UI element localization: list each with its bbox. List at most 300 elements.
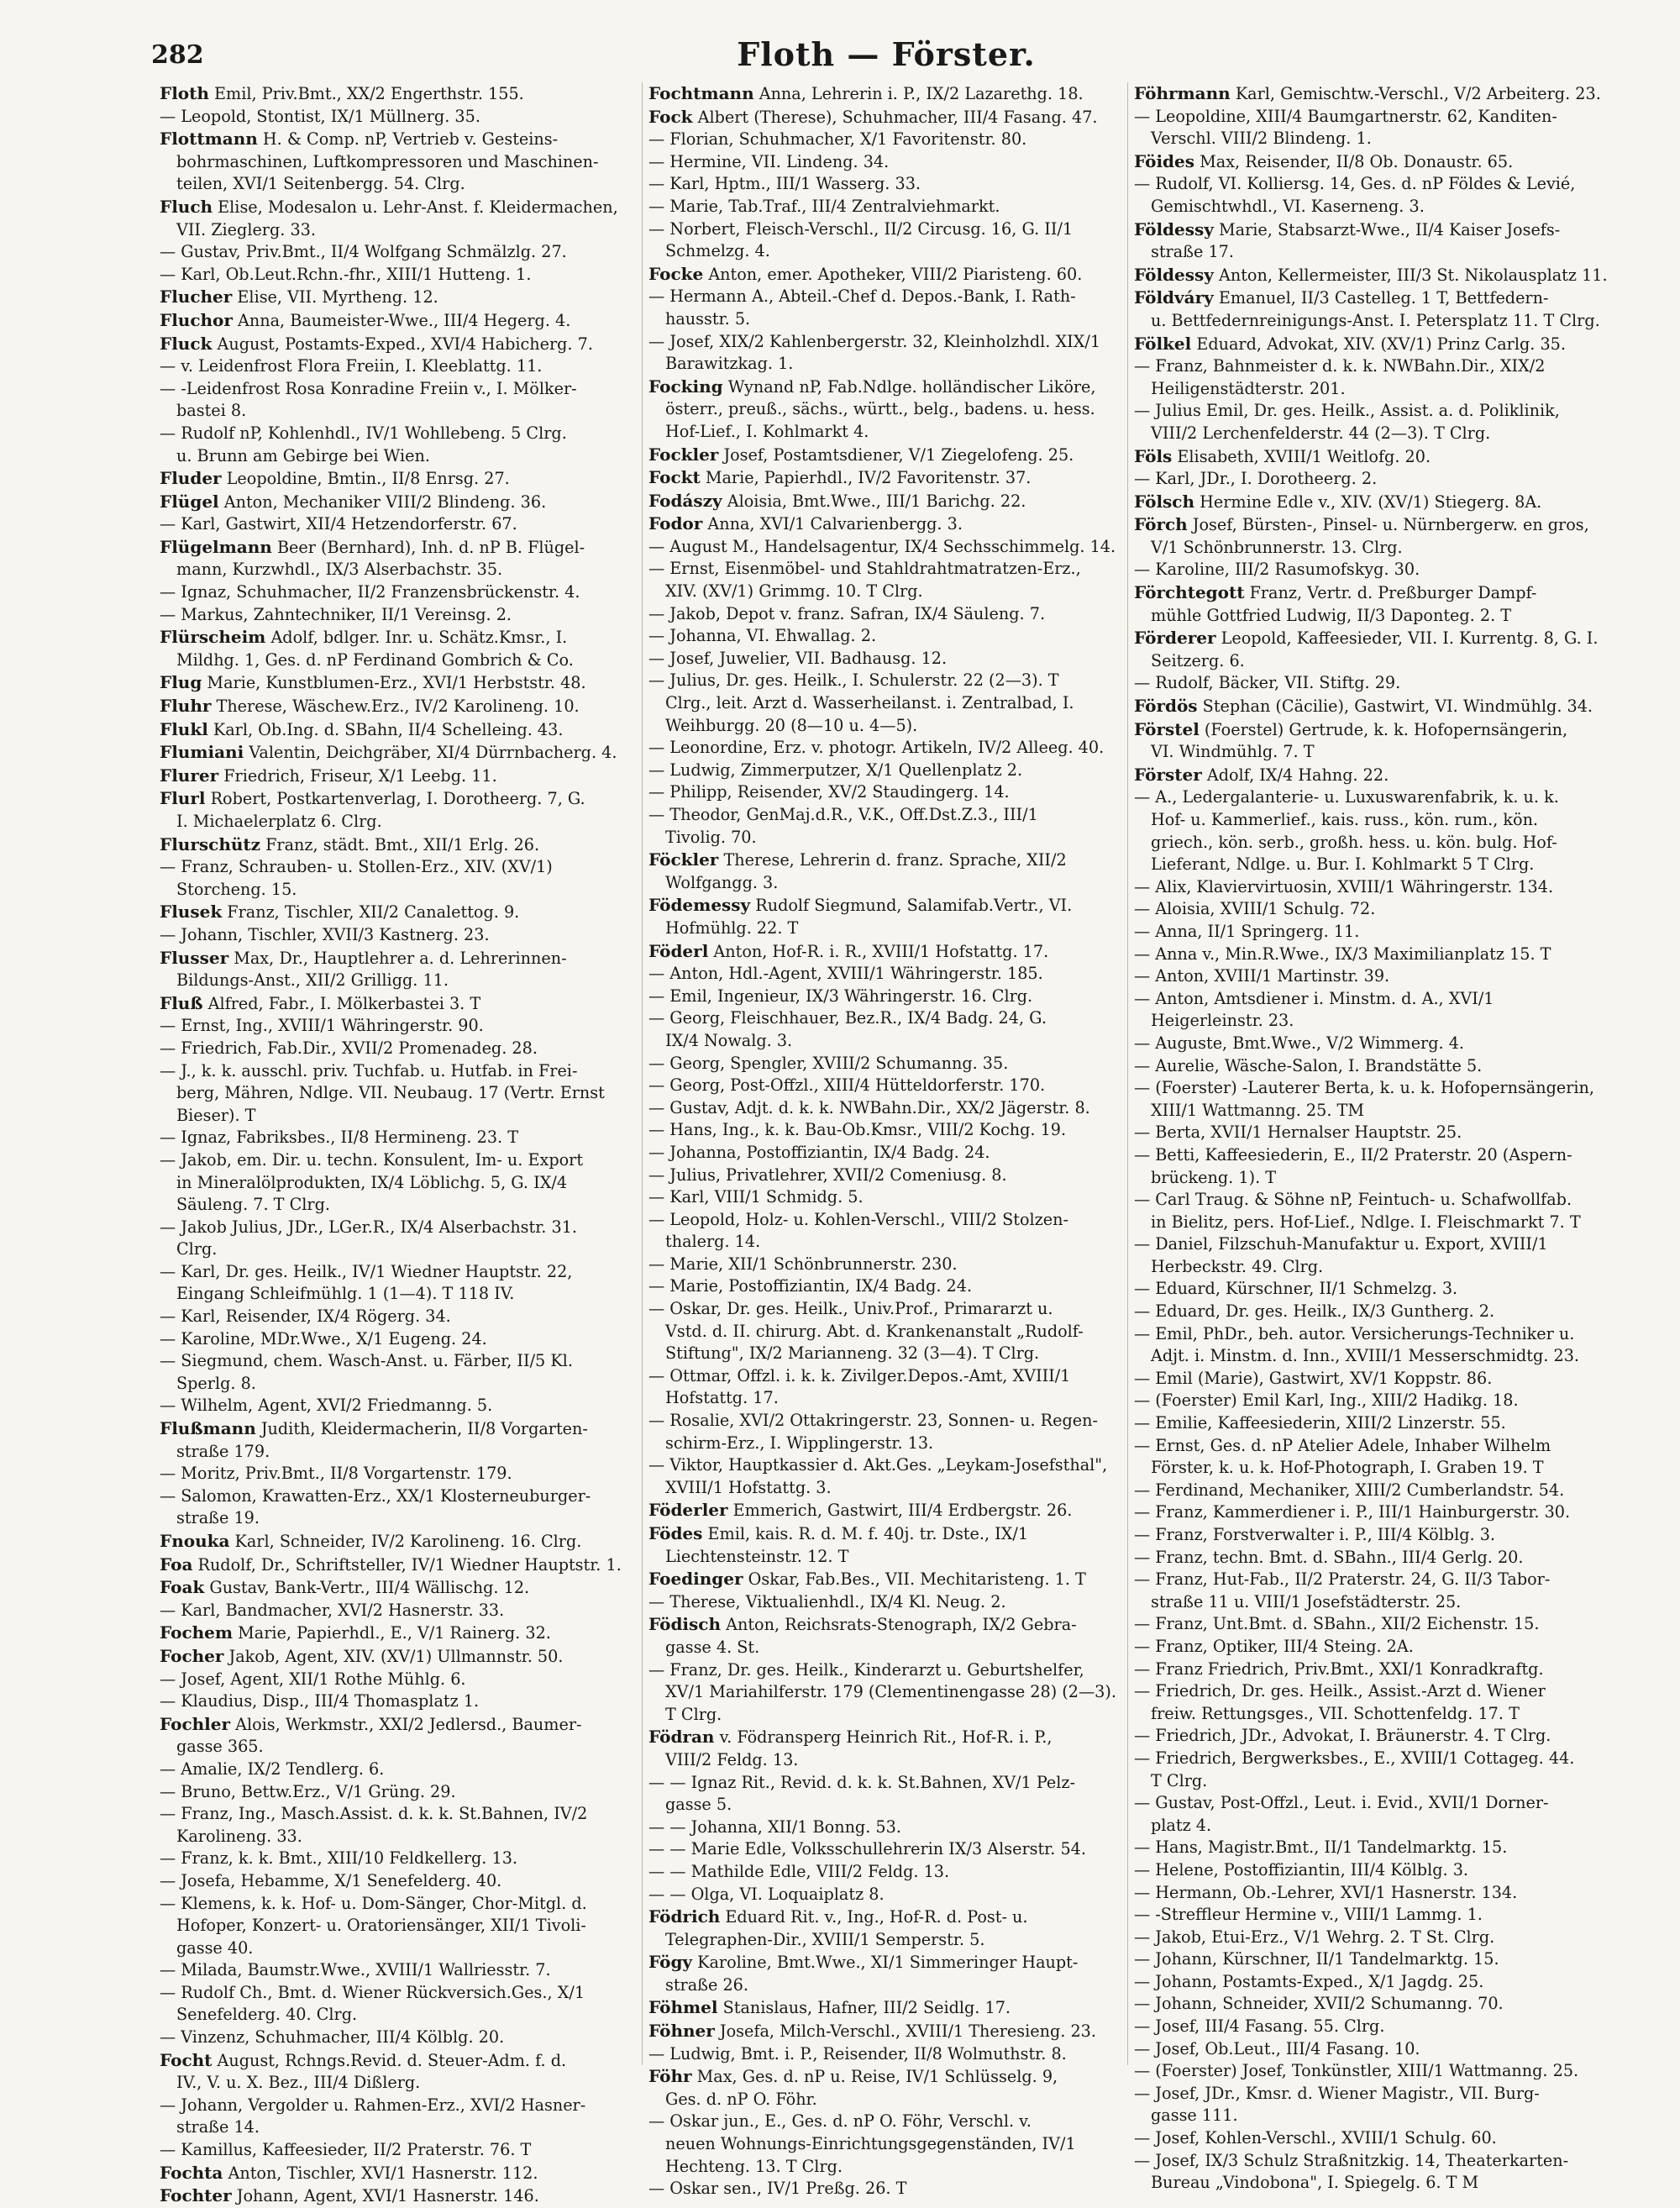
entry-line: — Friedrich, Fab.Dir., XVII/2 Promenadeg. 28. [160, 1038, 538, 1058]
directory-entry [1134, 988, 1630, 1033]
directory-entry [1134, 333, 1630, 356]
entry-line: Föderler Emmerich, Gastwirt, III/4 Erdbergstr. 26. [648, 1500, 1073, 1521]
entry-line: Flurl Robert, Postkartenverlag, I. Dorotheerg. 7, G. [160, 788, 585, 809]
directory-entry [1134, 1547, 1630, 1569]
entry-line: Földessy Anton, Kellermeister, III/3 St. Nikolausplatz 11. [1134, 264, 1608, 285]
directory-entry [160, 947, 655, 992]
entry-continuation-line: V/1 Schönbrunnerstr. 13. Clrg. [1151, 537, 1403, 557]
directory-entry [1134, 1613, 1630, 1636]
entry-line: Flurschütz Franz, städt. Bmt., XII/1 Erlg. 26. [160, 833, 540, 854]
directory-entry [160, 2184, 655, 2208]
directory-entry [160, 1417, 655, 1463]
directory-entry [160, 1645, 655, 1669]
entry-line: — Karl, Reisender, IX/4 Rögerg. 34. [160, 1306, 451, 1327]
entry-line: — August M., Handelsagentur, IX/4 Sechsschimmelg. 14. [648, 536, 1116, 556]
directory-entry [160, 423, 655, 467]
entry-line: — J., k. k. ausschl. priv. Tuchfab. u. Hutfab. in Frei- [160, 1060, 578, 1080]
directory-entry [648, 1772, 1144, 1816]
entry-line: — Friedrich, Dr. ges. Heilk., Assist.-Arzt d. Wiener [1134, 1681, 1546, 1701]
directory-entry [1134, 1390, 1630, 1412]
entry-continuation-line: Hechteng. 13. T Clrg. [665, 2156, 843, 2176]
entry-surname: Foak [160, 1577, 205, 1598]
entry-line: — Josefa, Hebamme, X/1 Senefelderg. 40. [160, 1870, 502, 1890]
directory-column-3 [1134, 82, 1630, 2195]
entry-surname: Flurer [160, 765, 219, 786]
entry-line: — Karoline, MDr.Wwe., X/1 Eugeng. 24. [160, 1328, 487, 1348]
directory-entry [648, 286, 1144, 330]
entry-line: Foak Gustav, Bank-Vertr., III/4 Wällischg. 12. [160, 1577, 530, 1598]
directory-entry [1134, 1993, 1630, 2016]
directory-entry [648, 2043, 1144, 2066]
entry-line: — v. Leidenfrost Flora Freiin, I. Kleeblattg. 11. [160, 356, 543, 376]
directory-entry [160, 833, 655, 857]
directory-entry [160, 513, 655, 536]
entry-surname: Föderler [648, 1500, 728, 1521]
entry-continuation-line: Säuleng. 7. T Clrg. [176, 1195, 330, 1215]
entry-line: Förster Adolf, IX/4 Hahng. 22. [1134, 764, 1389, 785]
entry-line: — Ferdinand, Mechaniker, XIII/2 Cumberlandstr. 54. [1134, 1480, 1565, 1500]
directory-entry [1134, 2127, 1630, 2150]
directory-entry [160, 1127, 655, 1149]
entry-line: Förchtegott Franz, Vertr. d. Preßburger Dampf- [1134, 582, 1537, 603]
entry-line: — Aurelie, Wäsche-Salon, I. Brandstätte 5. [1134, 1055, 1483, 1075]
entry-continuation-line: Vstd. d. II. chirurg. Abt. d. Krankenanstalt „Rudolf- [665, 1321, 1084, 1341]
directory-entry [160, 1261, 655, 1306]
directory-entry [648, 263, 1144, 287]
directory-entry [648, 1726, 1144, 1771]
entry-line: — Josef, Ob.Leut., III/4 Fasang. 10. [1134, 2038, 1420, 2058]
entry-line: — Philipp, Reisender, XV/2 Staudingerg. 14. [648, 782, 1010, 802]
directory-entry [1134, 786, 1630, 875]
entry-line: — — Marie Edle, Volksschullehrerin IX/3 Alserstr. 54. [648, 1839, 1086, 1859]
entry-line: Föhrmann Karl, Gemischtw.-Verschl., V/2 Arbeiterg. 23. [1134, 83, 1601, 103]
directory-entry [1134, 876, 1630, 899]
directory-entry [1134, 106, 1630, 150]
entry-line: Fochem Marie, Papierhdl., E., V/1 Rainerg. 32. [160, 1622, 551, 1643]
directory-entry [1134, 2083, 1630, 2127]
entry-continuation-line: Karolineng. 33. [176, 1826, 302, 1846]
entry-continuation-line: Verschl. VIII/2 Blindeng. 1. [1151, 129, 1372, 149]
directory-entry [648, 129, 1144, 151]
entry-line: — Bruno, Bettw.Erz., V/1 Grüng. 29. [160, 1781, 456, 1801]
directory-entry [648, 648, 1144, 670]
entry-line: — Ludwig, Bmt. i. P., Reisender, II/8 Wolmuthstr. 8. [648, 2043, 1067, 2063]
directory-entry [648, 894, 1144, 939]
directory-entry [160, 1622, 655, 1645]
directory-entry [160, 241, 655, 264]
entry-surname: Födran [648, 1727, 715, 1748]
entry-surname: Födes [648, 1523, 703, 1543]
directory-entry [160, 1149, 655, 1217]
entry-surname: Focht [160, 2049, 213, 2070]
entry-line: Födrich Eduard Rit. v., Ing., Hof-R. d. Post- u. [648, 1906, 1028, 1927]
entry-line: — Rudolf, VI. Kolliersg. 14, Ges. d. nP Földes & Levié, [1134, 174, 1576, 194]
entry-line: — Jakob, Depot v. franz. Safran, IX/4 Säuleng. 7. [648, 603, 1046, 623]
entry-continuation-line: straße 19. [176, 1508, 260, 1528]
entry-line: — Gustav, Adjt. d. k. k. NWBahn.Dir., XX/2 Jägerstr. 8. [648, 1097, 1090, 1117]
entry-line: — Johann, Postamts-Exped., X/1 Jagdg. 25. [1134, 1971, 1484, 1991]
page-number: 282 [151, 40, 204, 70]
entry-continuation-line: in Mineralölprodukten, IX/4 Löblichg. 5, G. IX/4 [176, 1172, 568, 1192]
entry-line: — Aloisia, XVIII/1 Schulg. 72. [1134, 899, 1376, 919]
entry-line: — Hans, Ing., k. k. Bau-Ob.Kmsr., VIII/2 Kochg. 19. [648, 1120, 1067, 1140]
directory-entry [1134, 559, 1630, 581]
entry-surname: Földváry [1134, 287, 1214, 308]
directory-entry [1134, 400, 1630, 444]
directory-entry [1134, 1882, 1630, 1905]
directory-entry [160, 1306, 655, 1328]
entry-surname: Fochler [160, 1713, 231, 1734]
entry-line: — Friedrich, JDr., Advokat, I. Bräunerstr. 4. T Clrg. [1134, 1726, 1551, 1746]
entry-surname: Focke [648, 263, 704, 284]
entry-line: Flottmann H. & Comp. nP, Vertrieb v. Gesteins- [160, 129, 559, 150]
entry-continuation-line: Hofstattg. 17. [665, 1388, 779, 1408]
entry-line: — Jakob, em. Dir. u. techn. Konsulent, Im- u. Export [160, 1149, 584, 1170]
entry-line: Flußmann Judith, Kleidermacherin, II/8 Vorgarten- [160, 1418, 588, 1439]
entry-line: — — Olga, VI. Loquaiplatz 8. [648, 1884, 885, 1904]
entry-line: Fluck August, Postamts-Exped., XVI/4 Habicherg. 7. [160, 333, 593, 354]
entry-continuation-line: straße 11 u. VIII/1 Josefstädterstr. 25. [1151, 1591, 1462, 1611]
directory-entry [160, 856, 655, 901]
entry-surname: Fodászy [648, 490, 722, 511]
directory-entry [648, 1365, 1144, 1410]
entry-continuation-line: Barawitzkag. 1. [665, 354, 794, 374]
entry-continuation-line: gasse 40. [176, 1937, 254, 1958]
directory-entry [160, 1015, 655, 1038]
entry-line: Förderer Leopold, Kaffeesieder, VII. I. Kurrentg. 8, G. I. [1134, 628, 1599, 649]
entry-line: — Marie, XII/1 Schönbrunnerstr. 230. [648, 1254, 958, 1274]
directory-entry [160, 1395, 655, 1417]
entry-line: Föhner Josefa, Milch-Verschl., XVIII/1 Theresieng. 23. [648, 2021, 1096, 2042]
entry-line: — Oskar, Dr. ges. Heilk., Univ.Prof., Primararzt u. [648, 1299, 1053, 1319]
entry-line: — — Mathilde Edle, VIII/2 Feldg. 13. [648, 1861, 950, 1881]
entry-line: Förch Josef, Bürsten-, Pinsel- u. Nürnbergerw. en gros, [1134, 514, 1589, 535]
entry-line: Födisch Anton, Reichsrats-Stenograph, IX/2 Gebra- [648, 1614, 1077, 1635]
entry-surname: Fölsch [1134, 491, 1195, 512]
directory-entry [648, 1142, 1144, 1164]
directory-entry [1134, 1636, 1630, 1659]
entry-line: — (Foerster) -Lauterer Berta, k. u. k. Hofopernsängerin, [1134, 1078, 1595, 1098]
entry-surname: Foedinger [648, 1569, 743, 1590]
entry-surname: Flürscheim [160, 627, 266, 648]
directory-entry [648, 2111, 1144, 2178]
directory-entry [648, 558, 1144, 602]
directory-entry [648, 1254, 1144, 1276]
directory-entry [648, 940, 1144, 964]
entry-surname: Fluder [160, 468, 222, 489]
entry-continuation-line: Mildhg. 1, Ges. d. nP Ferdinand Gombrich & Co. [176, 649, 574, 670]
entry-continuation-line: Eingang Schleifmühlg. 1 (1—4). T 118 IV. [176, 1284, 515, 1304]
directory-entry [1134, 1524, 1630, 1547]
directory-entry [1134, 898, 1630, 921]
entry-line: — Hermann A., Abteil.-Chef d. Depos.-Bank, I. Rath- [648, 287, 1076, 307]
entry-surname: Flucher [160, 287, 233, 308]
entry-line: — Johann, Tischler, XVII/3 Kastnerg. 23. [160, 924, 490, 944]
entry-surname: Föls [1134, 445, 1173, 466]
entry-line: — Oskar sen., IV/1 Preßg. 26. T [648, 2179, 907, 2199]
directory-entry [160, 787, 655, 833]
entry-line: — Franz, Schrauben- u. Stollen-Erz., XIV. (XV/1) [160, 857, 553, 877]
entry-surname: Fodor [648, 513, 703, 534]
entry-surname: Flügelmann [160, 536, 272, 557]
entry-line: — Emilie, Kaffeesiederin, XIII/2 Linzerstr. 55. [1134, 1413, 1506, 1433]
entry-continuation-line: Hofmühlg. 22. T [665, 917, 799, 938]
entry-continuation-line: in Bielitz, pers. Hof-Lief., Ndlge. I. Fleischmarkt 7. T [1151, 1212, 1581, 1232]
directory-entry [1134, 491, 1630, 514]
entry-line: Fluchor Anna, Baumeister-Wwe., III/4 Hegerg. 4. [160, 309, 571, 330]
entry-surname: Foa [160, 1553, 193, 1575]
directory-entry [648, 1522, 1144, 1568]
directory-entry [648, 331, 1144, 376]
entry-line: — Georg, Fleischhauer, Bez.R., IX/4 Badg. 24, G. [648, 1008, 1047, 1028]
entry-line: Flürscheim Adolf, bdlger. Inr. u. Schätz.Kmsr., I. [160, 627, 568, 648]
directory-entry [160, 491, 655, 514]
entry-surname: Fördös [1134, 696, 1198, 717]
directory-entry [160, 1759, 655, 1781]
entry-line: — Karl, VIII/1 Schmidg. 5. [648, 1187, 864, 1207]
directory-entry [160, 1870, 655, 1893]
entry-continuation-line: Sperlg. 8. [176, 1373, 256, 1393]
directory-entry [160, 309, 655, 333]
entry-line: — Johanna, Postoffiziantin, IX/4 Badg. 24. [648, 1142, 990, 1162]
entry-continuation-line: u. Brunn am Gebirge bei Wien. [176, 445, 430, 465]
directory-entry [160, 901, 655, 924]
entry-line: — -Streffleur Hermine v., VIII/1 Lammg. 1. [1134, 1905, 1483, 1925]
directory-entry [1134, 1904, 1630, 1927]
entry-continuation-line: Clrg., leit. Arzt d. Wasserheilanst. i. Zentralbad, I. [665, 693, 1074, 713]
entry-continuation-line: Bildungs-Anst., XII/2 Grilligg. 11. [176, 970, 449, 991]
directory-entry [648, 670, 1144, 737]
entry-continuation-line: hausstr. 5. [665, 308, 751, 329]
entry-line: Flug Marie, Kunstblumen-Erz., XVI/1 Herbststr. 48. [160, 672, 586, 693]
entry-line: — Oskar jun., E., Ges. d. nP O. Föhr, Verschl. v. [648, 2111, 1032, 2132]
directory-entry [648, 1119, 1144, 1142]
entry-line: — Franz, Optiker, III/4 Steing. 2A. [1134, 1636, 1414, 1656]
directory-entry [160, 2095, 655, 2139]
entry-continuation-line: Wolfgangg. 3. [665, 872, 779, 892]
directory-entry [648, 1007, 1144, 1052]
directory-entry [160, 1553, 655, 1577]
entry-line: — Marie, Postoffiziantin, IX/4 Badg. 24. [648, 1276, 973, 1296]
entry-continuation-line: Telegraphen-Dir., XVIII/1 Semperstr. 5. [665, 1929, 985, 1949]
entry-line: Fluder Leopoldine, Bmtin., II/8 Enrsg. 27. [160, 468, 510, 489]
entry-line: — Josef, IX/3 Schulz Straßnitzkig. 14, Theaterkarten- [1134, 2150, 1569, 2170]
entry-line: — Emil (Marie), Gastwirt, XV/1 Koppstr. 86. [1134, 1368, 1493, 1388]
entry-line: — Georg, Post-Offzl., XIII/4 Hütteldorferstr. 170. [648, 1075, 1046, 1096]
entry-line: — Anton, Hdl.-Agent, XVIII/1 Währingerstr. 185. [648, 964, 1043, 984]
directory-entry [160, 1669, 655, 1691]
directory-entry [648, 1053, 1144, 1075]
directory-entry [160, 2049, 655, 2095]
entry-line: Födran v. Födransperg Heinrich Rit., Hof-R. i. P., [648, 1727, 1053, 1748]
entry-line: — Siegmund, chem. Wasch-Anst. u. Färber, II/5 Kl. [160, 1351, 573, 1371]
entry-continuation-line: Clrg. [176, 1239, 218, 1259]
directory-entry [1134, 718, 1630, 764]
directory-entry [1134, 672, 1630, 695]
entry-line: — Franz, Forstverwalter i. P., III/4 Kölblg. 3. [1134, 1525, 1496, 1544]
entry-line: — Ottmar, Offzl. i. k. k. Zivilger.Depos.-Amt, XVIII/1 [648, 1365, 1071, 1385]
entry-line: Flügel Anton, Mechaniker VIII/2 Blindeng. 36. [160, 491, 547, 512]
entry-line: — Norbert, Fleisch-Verschl., II/2 Circusg. 16, G. II/1 [648, 218, 1074, 239]
entry-continuation-line: platz 4. [1151, 1815, 1212, 1835]
entry-line: Foa Rudolf, Dr., Schriftsteller, IV/1 Wiedner Hauptstr. 1. [160, 1553, 622, 1575]
entry-surname: Flukl [160, 718, 208, 739]
entry-surname: Föderl [648, 940, 709, 961]
entry-continuation-line: schirm-Erz., I. Wipplingerstr. 13. [665, 1433, 934, 1453]
directory-entry [1134, 965, 1630, 988]
entry-surname: Flusek [160, 902, 223, 923]
entry-line: — Vinzenz, Schuhmacher, III/4 Kölblg. 20. [160, 2027, 505, 2048]
directory-entry [648, 1816, 1144, 1839]
directory-entry [648, 1164, 1144, 1187]
entry-line: Föderl Anton, Hof-R. i. R., XVIII/1 Hofstattg. 17. [648, 940, 1049, 961]
entry-line: — Moritz, Priv.Bmt., II/8 Vorgartenstr. 179. [160, 1464, 512, 1484]
entry-continuation-line: Lieferant, Ndlge. u. Bur. I. Kohlmarkt 5 T Clrg. [1151, 854, 1535, 875]
entry-surname: Fluhr [160, 696, 212, 717]
entry-line: Fodor Anna, XVI/1 Calvarienbergg. 3. [648, 513, 963, 534]
entry-continuation-line: Herbeckstr. 49. Clrg. [1151, 1256, 1324, 1276]
directory-entry [1134, 1480, 1630, 1502]
directory-entry [648, 106, 1144, 129]
entry-continuation-line: straße 17. [1151, 242, 1234, 262]
directory-entry [160, 1803, 655, 1848]
entry-line: — Johann, Vergolder u. Rahmen-Erz., XVI/2 Hasner- [160, 2095, 586, 2115]
entry-line: — -Leidenfrost Rosa Konradine Freiin v., I. Mölker- [160, 378, 577, 398]
entry-surname: Fochter [160, 2185, 232, 2206]
entry-line: Focher Jakob, Agent, XIV. (XV/1) Ullmannstr. 50. [160, 1645, 564, 1666]
entry-line: — Franz, Bahnmeister d. k. k. NWBahn.Dir., XIX/2 [1134, 356, 1546, 376]
entry-line: Focke Anton, emer. Apotheker, VIII/2 Piaristeng. 60. [648, 263, 1083, 284]
directory-entry [160, 581, 655, 604]
directory-entry [648, 625, 1144, 648]
directory-entry [160, 1600, 655, 1622]
directory-entry [160, 1959, 655, 1982]
directory-entry [160, 1530, 655, 1553]
directory-entry [648, 986, 1144, 1008]
entry-line: — Theodor, GenMaj.d.R., V.K., Off.Dst.Z.3., III/1 [648, 805, 1038, 824]
entry-line: — Klaudius, Disp., III/4 Thomasplatz 1. [160, 1691, 480, 1711]
entry-line: Födes Emil, kais. R. d. M. f. 40j. tr. Dste., IX/1 [648, 1523, 1029, 1543]
directory-entry [1134, 1278, 1630, 1301]
directory-entry [648, 781, 1144, 804]
entry-line: — Hermine, VII. Lindeng. 34. [648, 151, 890, 171]
entry-line: Fluhr Therese, Wäschew.Erz., IV/2 Karolineng. 10. [160, 696, 580, 717]
entry-line: — Josef, Juwelier, VII. Badhausg. 12. [648, 648, 948, 668]
entry-continuation-line: VIII/2 Feldg. 13. [665, 1749, 799, 1769]
directory-entry [648, 196, 1144, 218]
directory-entry [160, 671, 655, 695]
entry-line: — Salomon, Krawatten-Erz., XX/1 Klosterneuburger- [160, 1485, 591, 1506]
entry-continuation-line: Storcheng. 15. [176, 879, 297, 899]
directory-entry [160, 695, 655, 718]
directory-entry [1134, 2060, 1630, 2083]
entry-line: — Georg, Spengler, XVIII/2 Schumanng. 35. [648, 1053, 1009, 1073]
directory-entry [1134, 944, 1630, 966]
entry-line: — Betti, Kaffeesiederin, E., II/2 Praterstr. 20 (Aspern- [1134, 1144, 1572, 1164]
directory-entry [1134, 1122, 1630, 1144]
entry-surname: Födemessy [648, 895, 751, 916]
directory-entry [160, 1463, 655, 1485]
directory-entry [1134, 82, 1630, 106]
directory-entry [160, 1576, 655, 1600]
entry-continuation-line: neuen Wohnungs-Einrichtungsgegenständen, IV/1 [665, 2134, 1076, 2154]
entry-line: Fochler Alois, Werkmstr., XXI/2 Jedlersd., Baumer- [160, 1713, 582, 1734]
entry-line: — Ernst, Ges. d. nP Atelier Adele, Inhaber Wilhelm [1134, 1435, 1551, 1455]
directory-entry [648, 963, 1144, 986]
entry-line: — Franz, Ing., Masch.Assist. d. k. k. St.Bahnen, IV/2 [160, 1804, 588, 1824]
directory-entry [160, 2027, 655, 2049]
entry-line: — Josef, JDr., Kmsr. d. Wiener Magistr., VII. Burg- [1134, 2083, 1540, 2103]
entry-continuation-line: IX/4 Nowalg. 3. [665, 1030, 793, 1050]
entry-line: Flügelmann Beer (Bernhard), Inh. d. nP B. Flügel- [160, 536, 585, 557]
entry-continuation-line: gasse 4. St. [665, 1637, 760, 1657]
entry-line: — Leopoldine, XIII/4 Baumgartnerstr. 62, Kanditen- [1134, 106, 1557, 126]
entry-line: — Berta, XVII/1 Hernalser Hauptstr. 25. [1134, 1122, 1462, 1143]
entry-line: — Anna, II/1 Springerg. 11. [1134, 921, 1360, 941]
entry-line: — Ludwig, Zimmerputzer, X/1 Quellenplatz 2. [648, 760, 1023, 780]
entry-line: — Viktor, Hauptkassier d. Akt.Ges. „Leykam-Josefsthal", [648, 1455, 1108, 1475]
directory-entry [1134, 2150, 1630, 2195]
entry-line: — Rudolf, Bäcker, VII. Stiftg. 29. [1134, 673, 1401, 693]
entry-line: Föls Elisabeth, XVIII/1 Weitlofg. 20. [1134, 445, 1431, 466]
entry-line: Focht August, Rchngs.Revid. d. Steuer-Adm. f. d. [160, 2049, 567, 2070]
directory-entry [648, 466, 1144, 490]
directory-entry [648, 760, 1144, 782]
entry-line: — Emil, Ingenieur, IX/3 Währingerstr. 16. Clrg. [648, 986, 1033, 1006]
entry-continuation-line: T Clrg. [1151, 1770, 1208, 1790]
directory-entry [648, 513, 1144, 536]
directory-entry [1134, 1859, 1630, 1882]
entry-line: — Wilhelm, Agent, XVI/2 Friedmanng. 5. [160, 1396, 493, 1416]
entry-surname: Flurl [160, 788, 206, 809]
entry-line: — Johanna, VI. Ehwallag. 2. [648, 626, 877, 646]
directory-entry [160, 536, 655, 581]
entry-line: — Leopold, Stontist, IX/1 Müllnerg. 35. [160, 106, 480, 126]
entry-surname: Fögy [648, 1952, 693, 1973]
directory-entry [1134, 1189, 1630, 1233]
directory-entry [160, 264, 655, 287]
entry-line: — Carl Traug. & Söhne nP, Feintuch- u. Schafwollfab. [1134, 1190, 1572, 1210]
entry-line: — Karoline, III/2 Rasumofskyg. 30. [1134, 560, 1420, 580]
entry-line: Flurer Friedrich, Friseur, X/1 Leebg. 11. [160, 765, 497, 786]
entry-line: — Karl, Ob.Leut.Rchn.-fhr., XIII/1 Hutteng. 1. [160, 264, 532, 284]
entry-line: — Anton, Amtsdiener i. Minstm. d. A., XVI/1 [1134, 988, 1494, 1008]
directory-entry [1134, 2016, 1630, 2038]
directory-entry [1134, 2038, 1630, 2061]
entry-line: — Leonordine, Erz. v. photogr. Artikeln, IV/2 Alleeg. 40. [648, 738, 1105, 758]
entry-surname: Förderer [1134, 628, 1216, 649]
directory-entry [160, 1350, 655, 1395]
directory-entry [160, 467, 655, 491]
directory-entry [1134, 1927, 1630, 1949]
entry-line: Fock Albert (Therese), Schuhmacher, III/4 Fasang. 47. [648, 106, 1098, 127]
directory-entry [648, 1906, 1144, 1951]
directory-entry [160, 924, 655, 947]
directory-entry [1134, 1323, 1630, 1368]
directory-entry [160, 1848, 655, 1870]
entry-continuation-line: XIII/1 Wattmanng. 25. TM [1151, 1100, 1364, 1120]
entry-continuation-line: thalerg. 14. [665, 1232, 761, 1252]
entry-continuation-line: VIII/2 Lerchenfelderstr. 44 (2—3). T Clrg. [1151, 423, 1491, 443]
entry-surname: Flottmann [160, 129, 258, 150]
entry-surname: Födrich [648, 1906, 721, 1927]
entry-continuation-line: freiw. Rettungsges., VII. Schottenfeldg. 17. T [1151, 1703, 1520, 1723]
entry-surname: Focher [160, 1645, 224, 1666]
entry-continuation-line: straße 14. [176, 2117, 260, 2137]
directory-entry [160, 1781, 655, 1804]
directory-entry [1134, 173, 1630, 218]
directory-entry [160, 626, 655, 671]
